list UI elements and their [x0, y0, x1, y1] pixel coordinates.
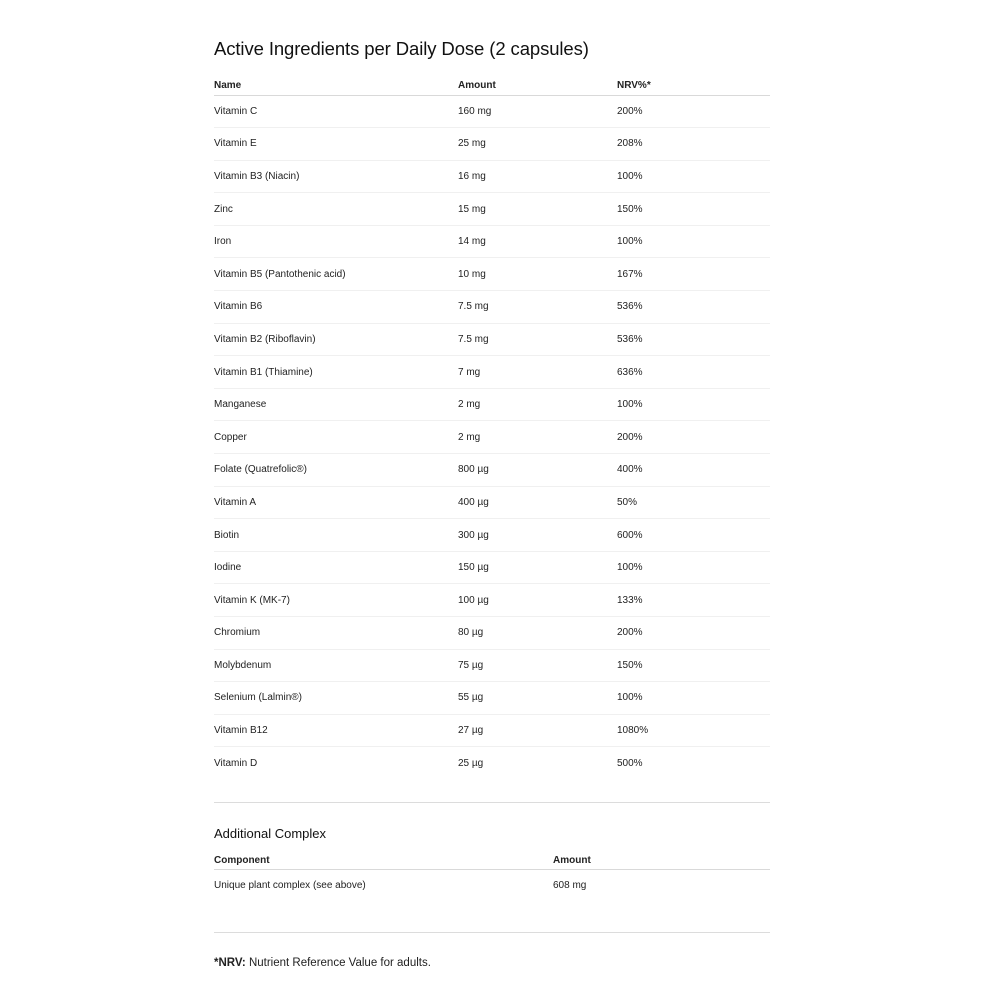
table-row	[214, 291, 770, 324]
ingredient-amount: 800 µg	[458, 454, 617, 487]
column-header-name: Name	[214, 67, 458, 95]
ingredient-nrv: 200%	[617, 421, 770, 454]
ingredient-name: Selenium (Lalmin®)	[214, 682, 458, 715]
additional-complex-title: Additional Complex	[214, 826, 327, 841]
active-ingredients-title: Active Ingredients per Daily Dose (2 capsules)	[214, 38, 589, 59]
column-header-component: Component	[214, 845, 553, 869]
column-header-nrv: NRV%*	[617, 67, 770, 95]
active-ingredients-section	[214, 37, 770, 779]
ingredient-amount: 25 mg	[458, 128, 617, 161]
footnote-text: Nutrient Reference Value for adults.	[245, 957, 431, 969]
ingredient-nrv: 600%	[617, 519, 770, 552]
ingredient-amount: 7 mg	[458, 356, 617, 389]
ingredient-nrv: 400%	[617, 454, 770, 487]
ingredient-nrv: 536%	[617, 291, 770, 324]
ingredient-amount: 80 µg	[458, 617, 617, 650]
ingredient-name: Vitamin C	[214, 105, 258, 117]
ingredient-name: Vitamin D	[214, 747, 458, 780]
component-name: Unique plant complex (see above)	[214, 879, 366, 891]
table-row	[214, 551, 770, 584]
column-header-amount: Amount	[553, 845, 770, 869]
ingredient-amount: 55 µg	[458, 682, 617, 715]
ingredient-name: Folate (Quatrefolic®)	[214, 454, 458, 487]
ingredient-amount: 7.5 mg	[458, 323, 617, 356]
ingredient-nrv: 50%	[617, 486, 770, 519]
table-row	[214, 519, 770, 552]
ingredient-amount: 27 µg	[458, 714, 617, 747]
ingredient-amount: 16 mg	[458, 160, 617, 193]
ingredient-amount: 160 mg	[458, 105, 492, 117]
ingredient-amount: 150 µg	[458, 551, 617, 584]
ingredient-name: Vitamin B1 (Thiamine)	[214, 356, 458, 389]
ingredient-name: Vitamin E	[214, 128, 458, 161]
ingredient-amount: 100 µg	[458, 584, 617, 617]
footnote-label: *NRV:	[214, 957, 246, 969]
ingredient-name: Biotin	[214, 519, 458, 552]
ingredient-amount: 300 µg	[458, 519, 617, 552]
table-row	[214, 323, 770, 356]
active-ingredients-body	[214, 95, 770, 779]
table-row	[214, 682, 770, 715]
ingredient-name: Chromium	[214, 617, 458, 650]
ingredient-name: Vitamin B3 (Niacin)	[214, 160, 458, 193]
ingredient-name: Vitamin B5 (Pantothenic acid)	[214, 258, 458, 291]
table-row	[214, 584, 770, 617]
ingredient-amount: 15 mg	[458, 193, 617, 226]
ingredient-amount: 2 mg	[458, 388, 617, 421]
ingredient-nrv: 100%	[617, 551, 770, 584]
table-row	[214, 454, 770, 487]
table-row	[214, 747, 770, 780]
table-row	[214, 486, 770, 519]
ingredient-amount: 14 mg	[458, 225, 617, 258]
table-row	[214, 95, 770, 128]
table-row	[214, 258, 770, 291]
table-header-row	[214, 67, 770, 95]
ingredient-name: Iron	[214, 225, 458, 258]
ingredient-nrv: 167%	[617, 258, 770, 291]
table-row	[214, 649, 770, 682]
ingredient-name: Vitamin B6	[214, 291, 458, 324]
ingredient-name: Vitamin B12	[214, 714, 458, 747]
ingredient-nrv: 100%	[617, 388, 770, 421]
table-row	[214, 714, 770, 747]
ingredient-nrv: 1080%	[617, 714, 770, 747]
ingredient-name: Vitamin B2 (Riboflavin)	[214, 323, 458, 356]
ingredient-nrv: 200%	[617, 105, 643, 117]
ingredient-nrv: 536%	[617, 323, 770, 356]
ingredient-name: Zinc	[214, 193, 458, 226]
table-row	[214, 193, 770, 226]
ingredient-nrv: 636%	[617, 356, 770, 389]
ingredient-nrv: 100%	[617, 160, 770, 193]
nrv-footnote	[214, 955, 770, 971]
column-header-amount: Amount	[458, 67, 617, 95]
table-row	[214, 128, 770, 161]
ingredient-amount: 400 µg	[458, 486, 617, 519]
ingredient-nrv: 100%	[617, 225, 770, 258]
table-header-row	[214, 845, 770, 869]
table-row	[214, 160, 770, 193]
ingredient-amount: 2 mg	[458, 421, 617, 454]
ingredient-amount: 7.5 mg	[458, 291, 617, 324]
ingredient-nrv: 208%	[617, 128, 770, 161]
ingredient-amount: 10 mg	[458, 258, 617, 291]
ingredient-nrv: 150%	[617, 649, 770, 682]
ingredient-nrv: 100%	[617, 682, 770, 715]
active-ingredients-table	[214, 67, 770, 779]
ingredient-name: Manganese	[214, 388, 458, 421]
ingredient-nrv: 500%	[617, 747, 770, 780]
ingredient-name: Vitamin K (MK-7)	[214, 584, 458, 617]
table-row	[214, 356, 770, 389]
additional-complex-body	[214, 869, 770, 901]
ingredient-name: Copper	[214, 421, 458, 454]
ingredient-nrv: 150%	[617, 193, 770, 226]
table-row	[214, 225, 770, 258]
ingredient-amount: 25 µg	[458, 747, 617, 780]
ingredient-name: Molybdenum	[214, 649, 458, 682]
ingredient-nrv: 200%	[617, 617, 770, 650]
component-amount: 608 mg	[553, 879, 587, 891]
ingredient-name: Iodine	[214, 551, 458, 584]
ingredient-amount: 75 µg	[458, 649, 617, 682]
table-row	[214, 869, 770, 901]
additional-complex-section	[214, 824, 770, 901]
table-row	[214, 617, 770, 650]
ingredient-nrv: 133%	[617, 584, 770, 617]
additional-complex-table	[214, 845, 770, 901]
ingredient-name: Vitamin A	[214, 486, 458, 519]
table-row	[214, 421, 770, 454]
section-divider	[214, 932, 770, 933]
table-row	[214, 388, 770, 421]
section-divider	[214, 802, 770, 803]
